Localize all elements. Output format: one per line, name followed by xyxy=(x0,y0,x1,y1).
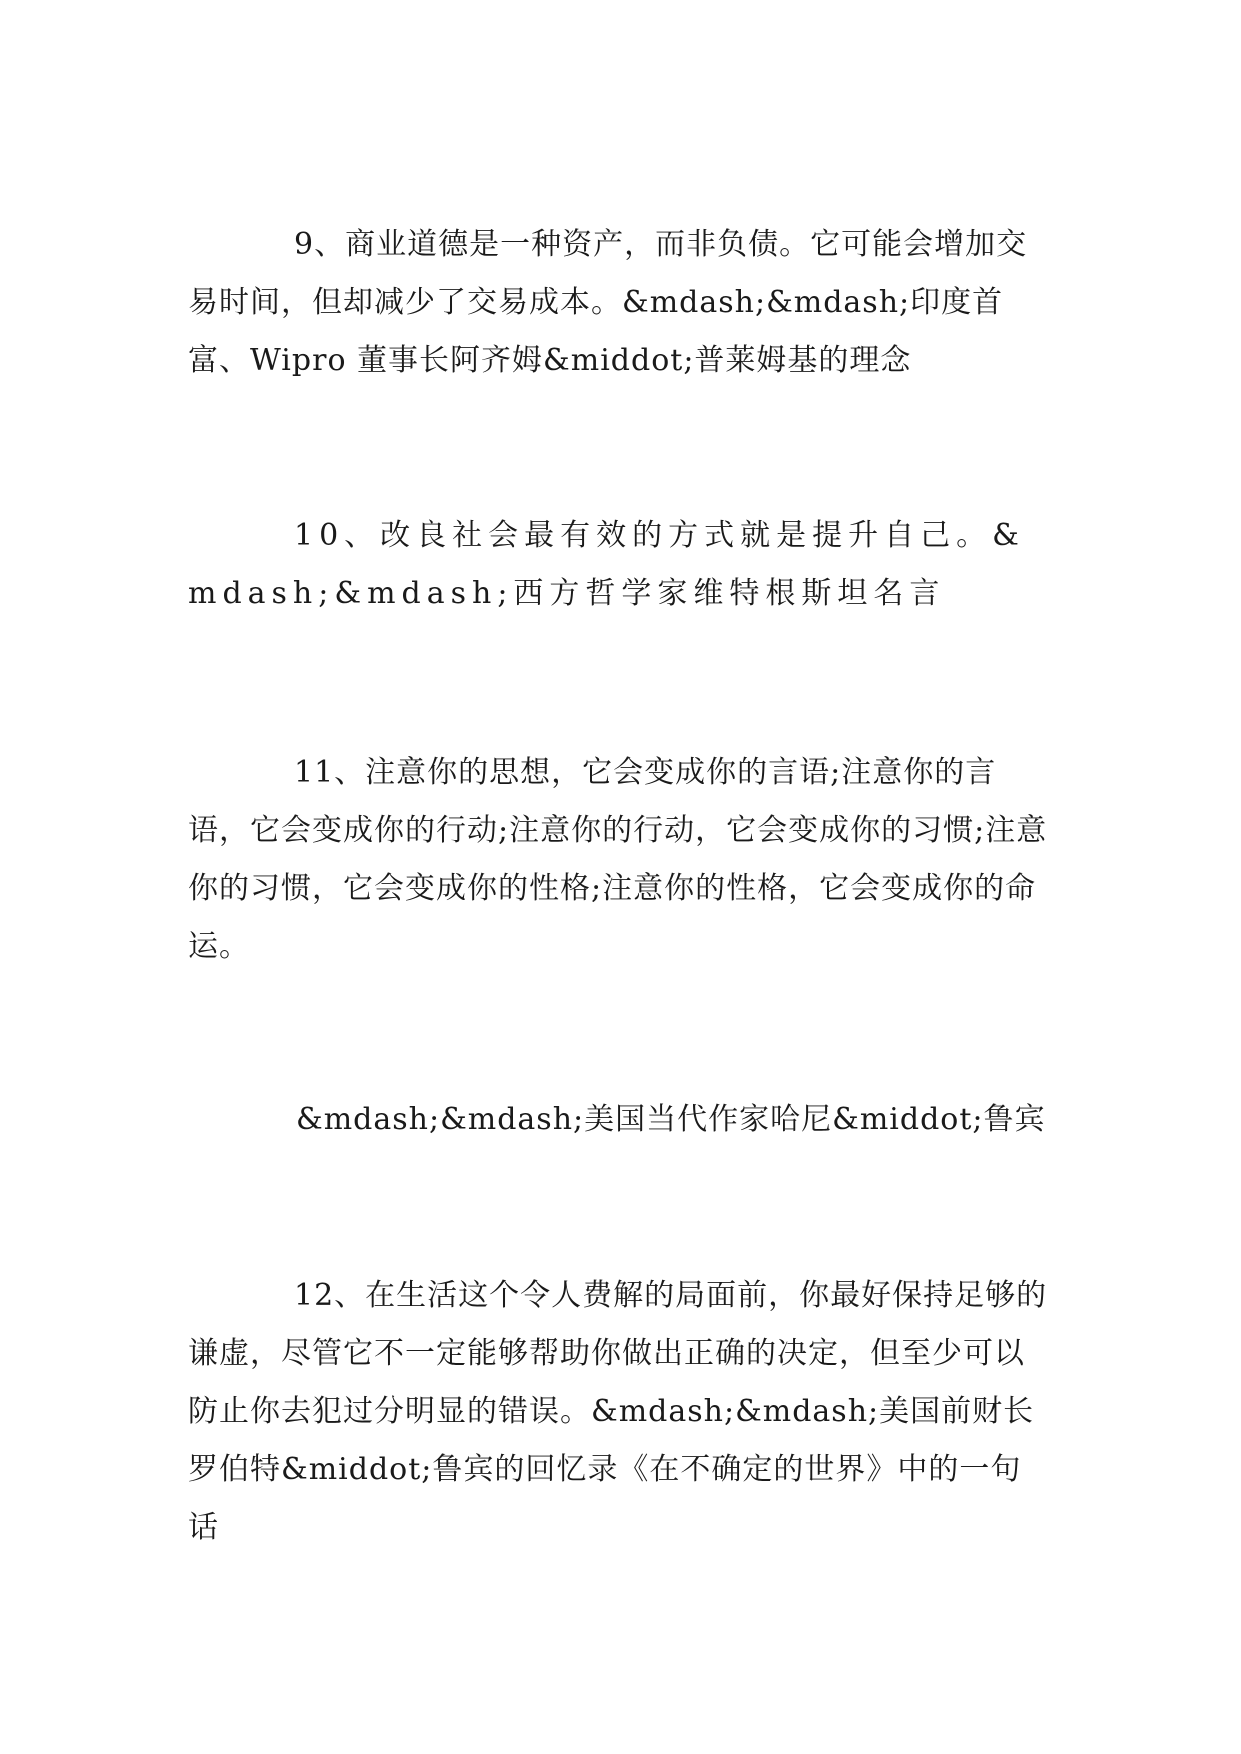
quote-attribution-11: &mdash;&mdash;美国当代作家哈尼&middot;鲁宾 xyxy=(296,1102,1046,1137)
quote-paragraph-9: 9、商业道德是一种资产，而非负债。它可能会增加交易时间，但却减少了交易成本。&mdash;&mdash;印度首富、Wipro 董事长阿齐姆&middot;普莱姆基的理念 xyxy=(188,227,1028,378)
quote-paragraph-10: 10、改良社会最有效的方式就是提升自己。&mdash;&mdash;西方哲学家维特根斯坦名言 xyxy=(188,518,1025,611)
quote-paragraph-11: 11、注意你的思想，它会变成你的言语;注意你的言语，它会变成你的行动;注意你的行动，它会变成你的习惯;注意你的习惯，它会变成你的性格;注意你的性格，它会变成你的命运。 xyxy=(188,755,1048,964)
quote-paragraph-12: 12、在生活这个令人费解的局面前，你最好保持足够的谦虚，尽管它不一定能够帮助你做出正确的决定，但至少可以防止你去犯过分明显的错误。&mdash;&mdash;美国前财长罗伯特&middot;鲁宾的回忆录《在不确定的世界》中的一句话 xyxy=(188,1278,1048,1545)
